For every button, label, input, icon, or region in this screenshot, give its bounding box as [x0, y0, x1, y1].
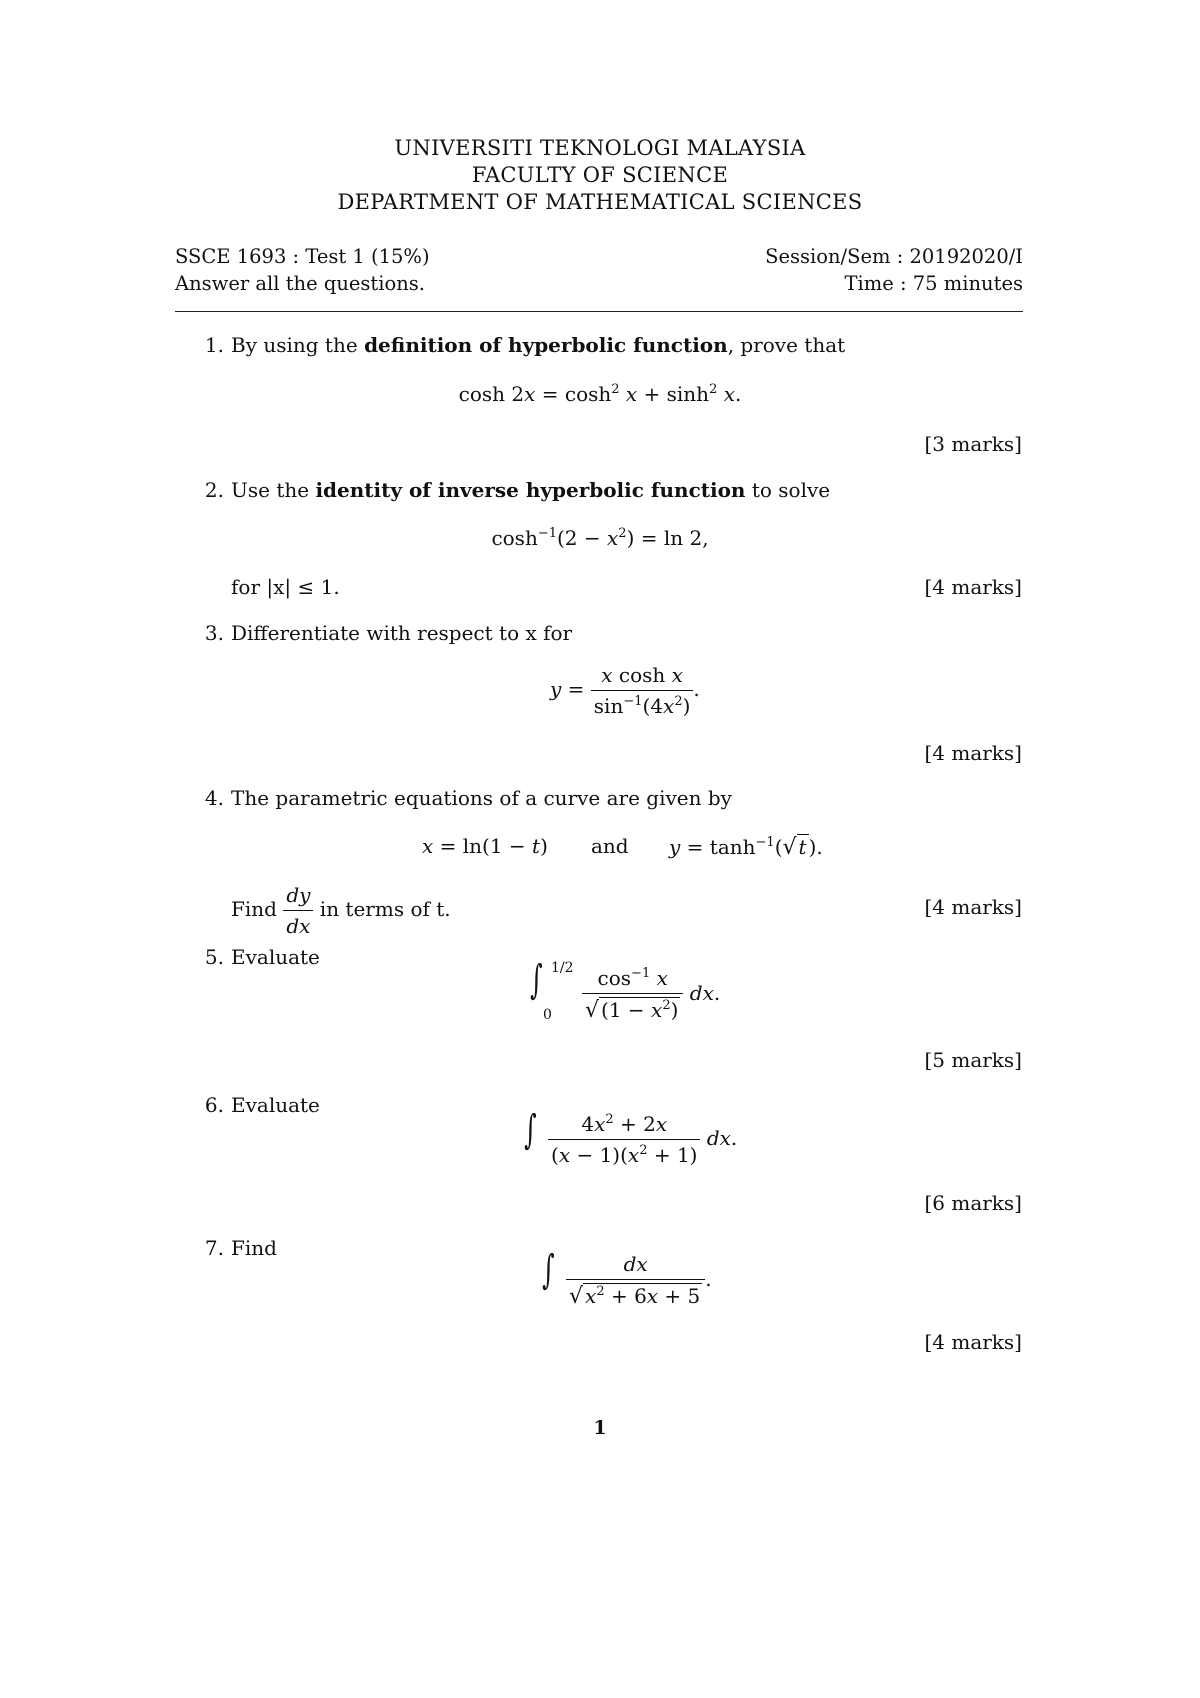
question-5-integral — [526, 957, 547, 1003]
question-2-number: 2. — [204, 478, 224, 502]
instruction: Answer all the questions. — [175, 272, 425, 295]
question-1-equation: $\cosh 2x = \cosh^2 x + \sinh^2 x$. — [458, 382, 742, 406]
question-3-marks: [4 marks] — [924, 741, 1022, 765]
question-4-number: 4. — [204, 786, 224, 810]
session-info: Session/Sem : 20192020/I — [765, 245, 1023, 268]
question-1-number: 1. — [204, 333, 224, 357]
question-1-marks: [3 marks] — [924, 432, 1022, 456]
question-3-text: Differentiate with respect to x for — [231, 621, 573, 645]
question-5-marks: [5 marks] — [924, 1048, 1022, 1072]
integral-sign-icon: ∫ — [530, 957, 543, 1003]
question-5-lower-limit: 0 — [543, 1007, 552, 1023]
question-4-find: Find $\frac{dy}{dx}$ in terms of t. — [231, 883, 451, 938]
time-info: Time : 75 minutes — [844, 272, 1023, 295]
question-4-equation-y: $y = \tanh^{-1}(√$ t ). — [669, 835, 823, 860]
question-6-integrand: $\frac{4x^2 + 2x}{(x - 1)(x^2 + 1)}$ dx. — [548, 1112, 737, 1167]
question-6-marks: [6 marks] — [924, 1191, 1022, 1215]
question-7-integrand: $\frac{dx}{√ x^2 + 6x + 5}$ . — [566, 1252, 712, 1309]
question-7-integral — [538, 1247, 559, 1293]
integral-sign-icon: ∫ — [542, 1247, 555, 1293]
question-6-integral — [520, 1107, 541, 1153]
question-6-number: 6. — [204, 1093, 224, 1117]
question-1-text: By using the definition of hyperbolic function, prove that — [231, 333, 846, 357]
question-2-marks: [4 marks] — [924, 575, 1022, 599]
question-4-equation-x: x = ln(1 − t) — [422, 834, 548, 858]
question-7-text: Find — [231, 1236, 277, 1260]
question-4-and: and — [591, 834, 629, 858]
faculty-name: FACULTY OF SCIENCE — [471, 163, 729, 187]
question-7-number: 7. — [204, 1236, 224, 1260]
integral-sign-icon: ∫ — [524, 1107, 537, 1153]
question-6-text: Evaluate — [231, 1093, 320, 1117]
university-name: UNIVERSITI TEKNOLOGI MALAYSIA — [394, 136, 806, 160]
question-5-upper-limit: 1/2 — [551, 960, 574, 976]
header-divider — [175, 311, 1023, 312]
question-4-text: The parametric equations of a curve are given by — [231, 786, 732, 810]
question-5-integrand: $\frac{\cos^{-1} x}{√ (1 - x^2)}$ dx. — [582, 966, 720, 1023]
department-name: DEPARTMENT OF MATHEMATICAL SCIENCES — [337, 190, 863, 214]
question-4-marks: [4 marks] — [924, 895, 1022, 919]
question-7-marks: [4 marks] — [924, 1330, 1022, 1354]
question-2-text: Use the identity of inverse hyperbolic function to solve — [231, 478, 831, 502]
question-3-equation: y = $\frac{\text{x cosh x}}{\sin^{-1}(4x^2)}$ . — [550, 663, 700, 718]
question-5-text: Evaluate — [231, 945, 320, 969]
question-2-equation: $\cosh^{-1}(2 - x^2) = \ln 2$, — [491, 526, 709, 550]
course-info: SSCE 1693 : Test 1 (15%) — [175, 245, 430, 268]
question-5-number: 5. — [204, 945, 224, 969]
page-number: 1 — [593, 1417, 607, 1439]
question-3-number: 3. — [204, 621, 224, 645]
question-2-condition: for |x| ≤ 1. — [231, 575, 340, 599]
